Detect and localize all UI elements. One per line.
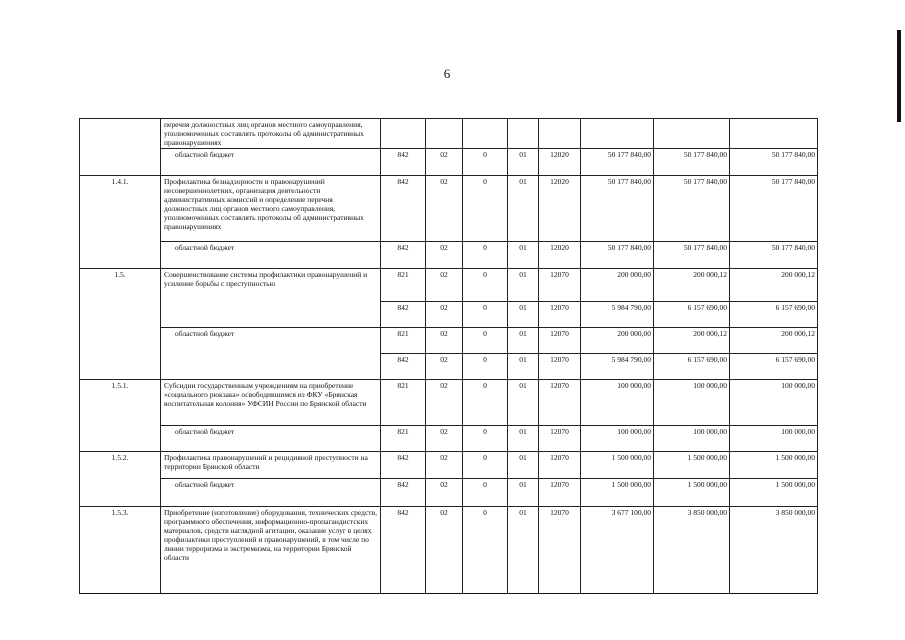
table-row <box>80 176 818 242</box>
cell-code-b <box>508 119 539 149</box>
table-row <box>80 507 818 594</box>
row-number: 1.4.1. <box>80 176 161 242</box>
cell-grbs: 842 <box>381 507 426 594</box>
cell-code-b: 01 <box>508 426 539 452</box>
table-row <box>80 479 818 507</box>
cell-amount-3: 200 000,12 <box>730 269 818 302</box>
cell-code-a: 0 <box>463 302 508 328</box>
cell-code-a: 0 <box>463 242 508 269</box>
cell-grbs: 821 <box>381 269 426 302</box>
scan-edge-mark <box>897 30 901 122</box>
cell-amount-3: 1 500 000,00 <box>730 479 818 507</box>
cell-code-b: 01 <box>508 176 539 242</box>
cell-amount-2: 6 157 690,00 <box>654 354 730 380</box>
row-number: 1.5. <box>80 269 161 302</box>
cell-grbs: 842 <box>381 176 426 242</box>
cell-grbs: 842 <box>381 354 426 380</box>
cell-code-a: 0 <box>463 354 508 380</box>
cell-code-a: 0 <box>463 149 508 176</box>
cell-code-b: 01 <box>508 302 539 328</box>
cell-section: 02 <box>426 507 463 594</box>
cell-amount-2: 3 850 000,00 <box>654 507 730 594</box>
cell-amount-3 <box>730 119 818 149</box>
cell-amount-3: 50 177 840,00 <box>730 149 818 176</box>
row-description: областной бюджет <box>161 426 381 452</box>
cell-amount-3: 200 000,12 <box>730 328 818 354</box>
cell-grbs: 842 <box>381 242 426 269</box>
page-number: 6 <box>443 66 451 81</box>
cell-amount-1: 200 000,00 <box>581 269 654 302</box>
cell-amount-1: 1 500 000,00 <box>581 452 654 479</box>
cell-amount-1: 3 677 100,00 <box>581 507 654 594</box>
cell-amount-3: 6 157 690,00 <box>730 354 818 380</box>
row-number: 1.5.2. <box>80 452 161 479</box>
cell-amount-2: 1 500 000,00 <box>654 479 730 507</box>
cell-amount-3: 100 000,00 <box>730 380 818 426</box>
row-number <box>80 119 161 149</box>
table-row <box>80 452 818 479</box>
table-row <box>80 269 818 302</box>
cell-amount-2: 50 177 840,00 <box>654 149 730 176</box>
cell-section: 02 <box>426 149 463 176</box>
row-description: областной бюджет <box>161 149 381 176</box>
cell-code-b: 01 <box>508 354 539 380</box>
row-number <box>80 302 161 328</box>
row-description: перечня должностных лиц органов местного самоуправления, уполномоченных составлять протоколы об административных правонарушениях <box>161 119 381 149</box>
cell-section: 02 <box>426 426 463 452</box>
cell-code-b: 01 <box>508 269 539 302</box>
cell-amount-1 <box>581 119 654 149</box>
cell-amount-2: 1 500 000,00 <box>654 452 730 479</box>
cell-grbs <box>381 119 426 149</box>
cell-amount-1: 50 177 840,00 <box>581 242 654 269</box>
row-description: областной бюджет <box>161 242 381 269</box>
cell-amount-2: 200 000,12 <box>654 328 730 354</box>
budget-table <box>79 118 818 594</box>
cell-amount-2: 100 000,00 <box>654 426 730 452</box>
cell-grbs: 842 <box>381 479 426 507</box>
cell-amount-1: 5 984 790,00 <box>581 302 654 328</box>
cell-amount-2: 50 177 840,00 <box>654 242 730 269</box>
cell-code-b: 01 <box>508 149 539 176</box>
cell-section: 02 <box>426 302 463 328</box>
row-description: Совершенствование системы профилактики правонарушений и усиление борьбы с преступностью <box>161 269 381 302</box>
table-row <box>80 354 818 380</box>
cell-grbs: 821 <box>381 426 426 452</box>
table-row <box>80 149 818 176</box>
cell-code-c: 12070 <box>539 328 581 354</box>
cell-amount-3: 50 177 840,00 <box>730 176 818 242</box>
cell-section: 02 <box>426 328 463 354</box>
table-row <box>80 302 818 328</box>
row-description: областной бюджет <box>161 328 381 354</box>
cell-amount-1: 50 177 840,00 <box>581 149 654 176</box>
cell-section: 02 <box>426 269 463 302</box>
cell-grbs: 821 <box>381 380 426 426</box>
cell-code-b: 01 <box>508 507 539 594</box>
row-number <box>80 242 161 269</box>
row-number <box>80 426 161 452</box>
cell-code-c: 12070 <box>539 269 581 302</box>
cell-code-b: 01 <box>508 328 539 354</box>
row-number <box>80 149 161 176</box>
row-number: 1.5.3. <box>80 507 161 594</box>
row-description <box>161 302 381 328</box>
table-row <box>80 426 818 452</box>
cell-code-c: 12020 <box>539 149 581 176</box>
cell-code-c <box>539 119 581 149</box>
cell-code-a: 0 <box>463 328 508 354</box>
cell-section: 02 <box>426 176 463 242</box>
cell-code-a: 0 <box>463 176 508 242</box>
table-row <box>80 328 818 354</box>
cell-amount-3: 1 500 000,00 <box>730 452 818 479</box>
cell-amount-2: 50 177 840,00 <box>654 176 730 242</box>
cell-code-b: 01 <box>508 380 539 426</box>
cell-amount-2: 100 000,00 <box>654 380 730 426</box>
cell-code-c: 12070 <box>539 452 581 479</box>
table-row <box>80 380 818 426</box>
cell-code-a: 0 <box>463 426 508 452</box>
cell-code-b: 01 <box>508 452 539 479</box>
row-description: Приобретение (изготовление) оборудования, технических средств, программного обеспечения, информационно-пропагандистских материалов, средств наглядной агитации, оказание услуг в целях профилактики преступлений и правонарушений, в том числе по линии терроризма и экстремизма, на территории Брянской области <box>161 507 381 594</box>
cell-section: 02 <box>426 380 463 426</box>
row-number <box>80 354 161 380</box>
cell-grbs: 821 <box>381 328 426 354</box>
cell-amount-2: 6 157 690,00 <box>654 302 730 328</box>
cell-amount-1: 100 000,00 <box>581 380 654 426</box>
cell-amount-1: 50 177 840,00 <box>581 176 654 242</box>
cell-code-c: 12070 <box>539 507 581 594</box>
cell-section <box>426 119 463 149</box>
cell-amount-2 <box>654 119 730 149</box>
cell-code-c: 12070 <box>539 479 581 507</box>
cell-amount-3: 3 850 000,00 <box>730 507 818 594</box>
cell-code-c: 12070 <box>539 426 581 452</box>
row-number <box>80 479 161 507</box>
cell-code-b: 01 <box>508 242 539 269</box>
cell-section: 02 <box>426 242 463 269</box>
cell-code-c: 12070 <box>539 380 581 426</box>
cell-grbs: 842 <box>381 302 426 328</box>
cell-grbs: 842 <box>381 149 426 176</box>
cell-code-c: 12020 <box>539 242 581 269</box>
row-description: Субсидии государственным учреждениям на приобретение «социального рюкзака» освободившимся из ФКУ «Брянская воспитательная колония» УФСИН России по Брянской области <box>161 380 381 426</box>
cell-code-a: 0 <box>463 380 508 426</box>
cell-amount-1: 100 000,00 <box>581 426 654 452</box>
row-number: 1.5.1. <box>80 380 161 426</box>
cell-code-a <box>463 119 508 149</box>
cell-section: 02 <box>426 452 463 479</box>
row-number <box>80 328 161 354</box>
cell-amount-2: 200 000,12 <box>654 269 730 302</box>
table-row <box>80 242 818 269</box>
row-description: Профилактика безнадзорности и правонарушений несовершеннолетних, организация деятельности административных комиссий и определение перечня должностных лиц органов местного самоуправления, уполномоченных составлять протоколы об административных правонарушениях <box>161 176 381 242</box>
cell-amount-1: 1 500 000,00 <box>581 479 654 507</box>
cell-section: 02 <box>426 479 463 507</box>
row-description: областной бюджет <box>161 479 381 507</box>
cell-amount-3: 50 177 840,00 <box>730 242 818 269</box>
cell-grbs: 842 <box>381 452 426 479</box>
row-description: Профилактика правонарушений и рецидивной преступности на территории Брянской области <box>161 452 381 479</box>
table-row <box>80 119 818 149</box>
cell-amount-1: 5 984 790,00 <box>581 354 654 380</box>
cell-amount-3: 100 000,00 <box>730 426 818 452</box>
cell-code-a: 0 <box>463 479 508 507</box>
cell-code-c: 12070 <box>539 302 581 328</box>
row-description <box>161 354 381 380</box>
cell-code-c: 12020 <box>539 176 581 242</box>
cell-amount-1: 200 000,00 <box>581 328 654 354</box>
cell-code-a: 0 <box>463 269 508 302</box>
cell-code-b: 01 <box>508 479 539 507</box>
cell-code-c: 12070 <box>539 354 581 380</box>
cell-amount-3: 6 157 690,00 <box>730 302 818 328</box>
cell-section: 02 <box>426 354 463 380</box>
cell-code-a: 0 <box>463 507 508 594</box>
cell-code-a: 0 <box>463 452 508 479</box>
